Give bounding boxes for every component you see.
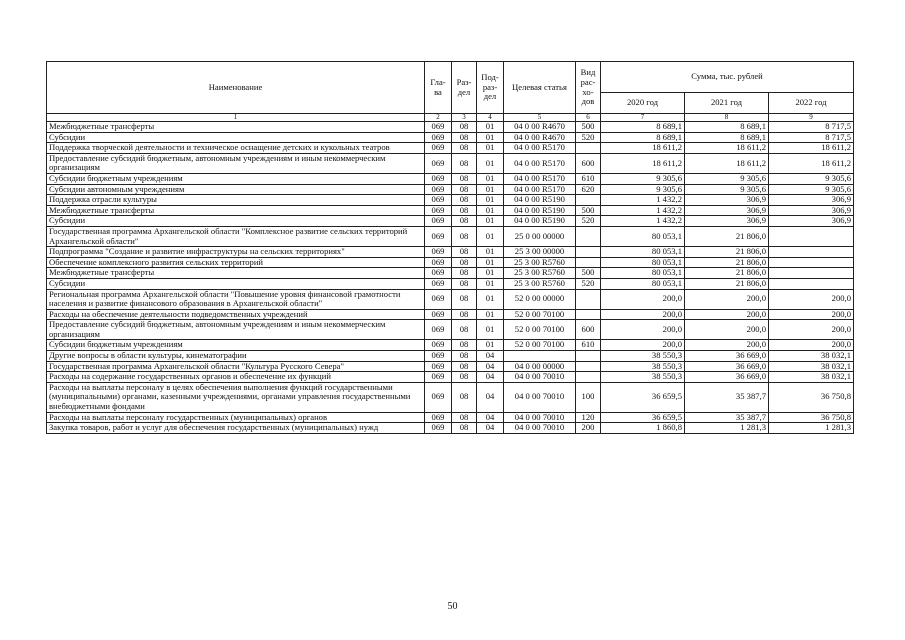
row-sum-2020: 200,0 bbox=[601, 289, 685, 309]
row-name: Поддержка творческой деятельности и техническое оснащение детских и кукольных театров bbox=[47, 143, 425, 154]
row-sum-2020: 8 689,1 bbox=[601, 122, 685, 133]
table-row bbox=[47, 412, 854, 423]
row-statya: 25 3 00 00000 bbox=[504, 247, 576, 258]
table-row bbox=[47, 216, 854, 227]
row-name: Субсидии бюджетным учреждениям bbox=[47, 340, 425, 351]
row-razdel: 08 bbox=[452, 340, 477, 351]
table-row bbox=[47, 184, 854, 195]
row-razdel: 08 bbox=[452, 153, 477, 173]
row-glava: 069 bbox=[425, 216, 452, 227]
row-podrazdel: 04 bbox=[477, 412, 504, 423]
row-name: Расходы на обеспечение деятельности подведомственных учреждений bbox=[47, 309, 425, 320]
row-sum-2021: 9 305,6 bbox=[685, 184, 769, 195]
table-row bbox=[47, 257, 854, 268]
budget-table bbox=[46, 61, 854, 434]
row-statya: 04 0 00 R5170 bbox=[504, 143, 576, 154]
row-sum-2022: 200,0 bbox=[769, 340, 854, 351]
row-vid bbox=[576, 195, 601, 206]
header-year-2020: 2020 год bbox=[601, 93, 685, 114]
row-sum-2022 bbox=[769, 268, 854, 279]
header-vid: Вид рас-хо-дов bbox=[576, 62, 601, 114]
row-sum-2020: 36 659,5 bbox=[601, 382, 685, 412]
row-vid bbox=[576, 289, 601, 309]
table-row bbox=[47, 382, 854, 412]
row-vid: 610 bbox=[576, 340, 601, 351]
row-name: Поддержка отрасли культуры bbox=[47, 195, 425, 206]
row-razdel: 08 bbox=[452, 423, 477, 434]
row-sum-2021: 306,9 bbox=[685, 205, 769, 216]
row-vid bbox=[576, 247, 601, 258]
row-razdel: 08 bbox=[452, 195, 477, 206]
row-podrazdel: 01 bbox=[477, 122, 504, 133]
row-sum-2020: 200,0 bbox=[601, 309, 685, 320]
row-razdel: 08 bbox=[452, 320, 477, 340]
row-glava: 069 bbox=[425, 320, 452, 340]
row-name: Межбюджетные трансферты bbox=[47, 205, 425, 216]
header-year-2021: 2021 год bbox=[685, 93, 769, 114]
row-glava: 069 bbox=[425, 423, 452, 434]
row-sum-2020: 80 053,1 bbox=[601, 278, 685, 289]
row-sum-2020: 80 053,1 bbox=[601, 268, 685, 279]
row-sum-2020: 18 611,2 bbox=[601, 143, 685, 154]
table-row bbox=[47, 351, 854, 362]
row-sum-2022: 18 611,2 bbox=[769, 143, 854, 154]
row-statya: 25 3 00 R5760 bbox=[504, 257, 576, 268]
row-name: Субсидии bbox=[47, 132, 425, 143]
table-row bbox=[47, 278, 854, 289]
row-sum-2022: 200,0 bbox=[769, 289, 854, 309]
row-sum-2021: 8 689,1 bbox=[685, 132, 769, 143]
row-razdel: 08 bbox=[452, 278, 477, 289]
row-sum-2020: 36 659,5 bbox=[601, 412, 685, 423]
row-sum-2021: 36 669,0 bbox=[685, 372, 769, 383]
row-podrazdel: 04 bbox=[477, 372, 504, 383]
row-sum-2020: 1 860,8 bbox=[601, 423, 685, 434]
row-name: Государственная программа Архангельской области "Культура Русского Севера" bbox=[47, 361, 425, 372]
row-podrazdel: 01 bbox=[477, 216, 504, 227]
row-sum-2020: 200,0 bbox=[601, 320, 685, 340]
row-glava: 069 bbox=[425, 382, 452, 412]
row-podrazdel: 01 bbox=[477, 309, 504, 320]
row-glava: 069 bbox=[425, 289, 452, 309]
row-razdel: 08 bbox=[452, 132, 477, 143]
column-number: 9 bbox=[769, 114, 854, 122]
row-vid: 520 bbox=[576, 132, 601, 143]
row-sum-2020: 1 432,2 bbox=[601, 195, 685, 206]
row-sum-2022: 306,9 bbox=[769, 205, 854, 216]
row-podrazdel: 01 bbox=[477, 278, 504, 289]
row-vid bbox=[576, 351, 601, 362]
row-statya: 04 0 00 R4670 bbox=[504, 122, 576, 133]
row-podrazdel: 01 bbox=[477, 320, 504, 340]
row-sum-2020: 38 550,3 bbox=[601, 351, 685, 362]
row-sum-2022: 38 032,1 bbox=[769, 372, 854, 383]
table-row bbox=[47, 361, 854, 372]
row-podrazdel: 01 bbox=[477, 173, 504, 184]
row-statya: 52 0 00 70100 bbox=[504, 340, 576, 351]
row-sum-2020: 8 689,1 bbox=[601, 132, 685, 143]
row-name: Субсидии bbox=[47, 216, 425, 227]
header-statya: Целевая статья bbox=[504, 62, 576, 114]
row-glava: 069 bbox=[425, 184, 452, 195]
row-razdel: 08 bbox=[452, 173, 477, 184]
row-sum-2021: 21 806,0 bbox=[685, 257, 769, 268]
row-sum-2022: 1 281,3 bbox=[769, 423, 854, 434]
row-statya: 04 0 00 R5170 bbox=[504, 184, 576, 195]
table-row bbox=[47, 132, 854, 143]
table-row bbox=[47, 289, 854, 309]
row-name: Расходы на выплаты персоналу в целях обеспечения выполнения функций государственными (муниципальными) органами, казенными учреждениями, органами управления государственными внебюджетными фондами bbox=[47, 382, 425, 412]
row-glava: 069 bbox=[425, 351, 452, 362]
row-vid: 120 bbox=[576, 412, 601, 423]
row-vid: 610 bbox=[576, 173, 601, 184]
row-podrazdel: 01 bbox=[477, 153, 504, 173]
table-row bbox=[47, 143, 854, 154]
row-razdel: 08 bbox=[452, 268, 477, 279]
header-year-2022: 2022 год bbox=[769, 93, 854, 114]
row-glava: 069 bbox=[425, 132, 452, 143]
row-sum-2020: 38 550,3 bbox=[601, 372, 685, 383]
table-row bbox=[47, 423, 854, 434]
row-vid bbox=[576, 309, 601, 320]
column-number: 5 bbox=[504, 114, 576, 122]
row-glava: 069 bbox=[425, 226, 452, 246]
row-vid: 500 bbox=[576, 122, 601, 133]
row-statya: 04 0 00 00000 bbox=[504, 361, 576, 372]
row-sum-2021: 306,9 bbox=[685, 216, 769, 227]
row-statya: 04 0 00 70010 bbox=[504, 412, 576, 423]
row-name: Расходы на выплаты персоналу государственных (муниципальных) органов bbox=[47, 412, 425, 423]
row-vid: 600 bbox=[576, 153, 601, 173]
row-glava: 069 bbox=[425, 412, 452, 423]
table-row bbox=[47, 195, 854, 206]
row-statya: 04 0 00 R4670 bbox=[504, 132, 576, 143]
row-sum-2021: 200,0 bbox=[685, 309, 769, 320]
row-razdel: 08 bbox=[452, 412, 477, 423]
row-sum-2022: 36 750,8 bbox=[769, 412, 854, 423]
row-sum-2021: 21 806,0 bbox=[685, 247, 769, 258]
row-name: Межбюджетные трансферты bbox=[47, 268, 425, 279]
row-statya: 04 0 00 R5190 bbox=[504, 195, 576, 206]
row-vid: 620 bbox=[576, 184, 601, 195]
row-podrazdel: 01 bbox=[477, 132, 504, 143]
row-razdel: 08 bbox=[452, 216, 477, 227]
table-row bbox=[47, 153, 854, 173]
column-number: 2 bbox=[425, 114, 452, 122]
row-name: Региональная программа Архангельской области "Повышение уровня финансовой грамотности населения и развитие финансового образования в Архангельской области" bbox=[47, 289, 425, 309]
row-sum-2020: 200,0 bbox=[601, 340, 685, 351]
row-glava: 069 bbox=[425, 247, 452, 258]
row-sum-2020: 1 432,2 bbox=[601, 216, 685, 227]
row-statya: 25 3 00 R5760 bbox=[504, 268, 576, 279]
row-sum-2022: 8 717,5 bbox=[769, 122, 854, 133]
column-number: 7 bbox=[601, 114, 685, 122]
row-sum-2020: 9 305,6 bbox=[601, 184, 685, 195]
row-vid: 200 bbox=[576, 423, 601, 434]
row-podrazdel: 01 bbox=[477, 195, 504, 206]
header-glava: Гла-ва bbox=[425, 62, 452, 114]
row-glava: 069 bbox=[425, 278, 452, 289]
row-glava: 069 bbox=[425, 153, 452, 173]
row-vid: 500 bbox=[576, 268, 601, 279]
row-sum-2022: 36 750,8 bbox=[769, 382, 854, 412]
row-sum-2021: 18 611,2 bbox=[685, 143, 769, 154]
row-statya bbox=[504, 351, 576, 362]
row-podrazdel: 01 bbox=[477, 205, 504, 216]
row-sum-2021: 200,0 bbox=[685, 289, 769, 309]
row-sum-2022: 200,0 bbox=[769, 320, 854, 340]
row-sum-2020: 80 053,1 bbox=[601, 257, 685, 268]
row-vid bbox=[576, 226, 601, 246]
row-statya: 04 0 00 70010 bbox=[504, 372, 576, 383]
row-vid: 520 bbox=[576, 216, 601, 227]
row-sum-2022: 38 032,1 bbox=[769, 361, 854, 372]
row-vid: 500 bbox=[576, 205, 601, 216]
row-sum-2021: 35 387,7 bbox=[685, 412, 769, 423]
row-statya: 04 0 00 R5190 bbox=[504, 205, 576, 216]
row-sum-2021: 9 305,6 bbox=[685, 173, 769, 184]
row-name: Расходы на содержание государственных органов и обеспечение их функций bbox=[47, 372, 425, 383]
column-number: 4 bbox=[477, 114, 504, 122]
row-name: Другие вопросы в области культуры, кинематографии bbox=[47, 351, 425, 362]
row-statya: 04 0 00 70010 bbox=[504, 382, 576, 412]
row-sum-2022: 38 032,1 bbox=[769, 351, 854, 362]
row-podrazdel: 01 bbox=[477, 268, 504, 279]
row-name: Подпрограмма "Создание и развитие инфраструктуры на сельских территориях" bbox=[47, 247, 425, 258]
row-sum-2022: 18 611,2 bbox=[769, 153, 854, 173]
header-name: Наименование bbox=[47, 62, 425, 114]
row-glava: 069 bbox=[425, 257, 452, 268]
row-name: Предоставление субсидий бюджетным, автономным учреждениям и иным некоммерческим организациям bbox=[47, 320, 425, 340]
row-podrazdel: 01 bbox=[477, 143, 504, 154]
row-sum-2022: 9 305,6 bbox=[769, 184, 854, 195]
row-name: Предоставление субсидий бюджетным, автономным учреждениям и иным некоммерческим организациям bbox=[47, 153, 425, 173]
row-razdel: 08 bbox=[452, 361, 477, 372]
row-sum-2020: 1 432,2 bbox=[601, 205, 685, 216]
row-razdel: 08 bbox=[452, 257, 477, 268]
row-razdel: 08 bbox=[452, 122, 477, 133]
row-sum-2022 bbox=[769, 247, 854, 258]
row-sum-2022 bbox=[769, 226, 854, 246]
row-podrazdel: 01 bbox=[477, 184, 504, 195]
table-row bbox=[47, 122, 854, 133]
row-sum-2021: 8 689,1 bbox=[685, 122, 769, 133]
row-glava: 069 bbox=[425, 340, 452, 351]
row-sum-2021: 200,0 bbox=[685, 320, 769, 340]
row-glava: 069 bbox=[425, 361, 452, 372]
row-razdel: 08 bbox=[452, 289, 477, 309]
row-name: Субсидии автономным учреждениям bbox=[47, 184, 425, 195]
row-glava: 069 bbox=[425, 195, 452, 206]
table-row bbox=[47, 268, 854, 279]
row-statya: 52 0 00 00000 bbox=[504, 289, 576, 309]
row-vid: 600 bbox=[576, 320, 601, 340]
table-row bbox=[47, 340, 854, 351]
row-sum-2022: 200,0 bbox=[769, 309, 854, 320]
table-row bbox=[47, 372, 854, 383]
header-razdel: Раз-дел bbox=[452, 62, 477, 114]
row-glava: 069 bbox=[425, 309, 452, 320]
column-number: 3 bbox=[452, 114, 477, 122]
column-number: 6 bbox=[576, 114, 601, 122]
row-razdel: 08 bbox=[452, 247, 477, 258]
row-sum-2021: 36 669,0 bbox=[685, 361, 769, 372]
row-podrazdel: 04 bbox=[477, 423, 504, 434]
header-podrazdel: Под-раз-дел bbox=[477, 62, 504, 114]
row-sum-2022 bbox=[769, 257, 854, 268]
row-glava: 069 bbox=[425, 143, 452, 154]
column-number-row bbox=[47, 114, 854, 122]
row-vid: 520 bbox=[576, 278, 601, 289]
row-statya: 25 0 00 00000 bbox=[504, 226, 576, 246]
row-razdel: 08 bbox=[452, 351, 477, 362]
row-sum-2021: 21 806,0 bbox=[685, 226, 769, 246]
row-name: Субсидии bbox=[47, 278, 425, 289]
row-sum-2022: 306,9 bbox=[769, 195, 854, 206]
table-row bbox=[47, 226, 854, 246]
row-name: Государственная программа Архангельской области "Комплексное развитие сельских территорий Архангельской области" bbox=[47, 226, 425, 246]
row-sum-2021: 200,0 bbox=[685, 340, 769, 351]
row-podrazdel: 04 bbox=[477, 382, 504, 412]
row-statya: 04 0 00 R5170 bbox=[504, 173, 576, 184]
row-name: Закупка товаров, работ и услуг для обеспечения государственных (муниципальных) нужд bbox=[47, 423, 425, 434]
row-name: Обеспечение комплексного развития сельских территорий bbox=[47, 257, 425, 268]
row-razdel: 08 bbox=[452, 226, 477, 246]
row-statya: 52 0 00 70100 bbox=[504, 320, 576, 340]
table-row bbox=[47, 173, 854, 184]
row-vid bbox=[576, 361, 601, 372]
page-number: 50 bbox=[447, 601, 458, 612]
row-glava: 069 bbox=[425, 173, 452, 184]
row-podrazdel: 01 bbox=[477, 247, 504, 258]
row-razdel: 08 bbox=[452, 205, 477, 216]
row-podrazdel: 04 bbox=[477, 351, 504, 362]
row-razdel: 08 bbox=[452, 309, 477, 320]
row-name: Межбюджетные трансферты bbox=[47, 122, 425, 133]
row-statya: 52 0 00 70100 bbox=[504, 309, 576, 320]
row-sum-2021: 18 611,2 bbox=[685, 153, 769, 173]
row-sum-2022: 8 717,5 bbox=[769, 132, 854, 143]
row-sum-2021: 21 806,0 bbox=[685, 268, 769, 279]
row-glava: 069 bbox=[425, 372, 452, 383]
row-sum-2020: 38 550,3 bbox=[601, 361, 685, 372]
row-razdel: 08 bbox=[452, 372, 477, 383]
row-podrazdel: 01 bbox=[477, 226, 504, 246]
row-sum-2020: 9 305,6 bbox=[601, 173, 685, 184]
row-sum-2021: 36 669,0 bbox=[685, 351, 769, 362]
row-vid: 100 bbox=[576, 382, 601, 412]
row-podrazdel: 01 bbox=[477, 289, 504, 309]
row-sum-2021: 35 387,7 bbox=[685, 382, 769, 412]
row-statya: 04 0 00 70010 bbox=[504, 423, 576, 434]
column-number: 8 bbox=[685, 114, 769, 122]
row-podrazdel: 04 bbox=[477, 361, 504, 372]
row-podrazdel: 01 bbox=[477, 340, 504, 351]
row-podrazdel: 01 bbox=[477, 257, 504, 268]
column-number: 1 bbox=[47, 114, 425, 122]
row-glava: 069 bbox=[425, 122, 452, 133]
row-sum-2020: 80 053,1 bbox=[601, 226, 685, 246]
row-sum-2021: 306,9 bbox=[685, 195, 769, 206]
row-statya: 04 0 00 R5190 bbox=[504, 216, 576, 227]
row-sum-2022 bbox=[769, 278, 854, 289]
row-sum-2022: 9 305,6 bbox=[769, 173, 854, 184]
row-name: Субсидии бюджетным учреждениям bbox=[47, 173, 425, 184]
table-row bbox=[47, 247, 854, 258]
table-row bbox=[47, 205, 854, 216]
row-vid bbox=[576, 143, 601, 154]
row-glava: 069 bbox=[425, 268, 452, 279]
row-sum-2022: 306,9 bbox=[769, 216, 854, 227]
row-vid bbox=[576, 257, 601, 268]
row-statya: 25 3 00 R5760 bbox=[504, 278, 576, 289]
row-sum-2021: 1 281,3 bbox=[685, 423, 769, 434]
row-sum-2021: 21 806,0 bbox=[685, 278, 769, 289]
row-razdel: 08 bbox=[452, 382, 477, 412]
row-razdel: 08 bbox=[452, 184, 477, 195]
row-vid bbox=[576, 372, 601, 383]
row-sum-2020: 80 053,1 bbox=[601, 247, 685, 258]
table-row bbox=[47, 309, 854, 320]
table-row bbox=[47, 320, 854, 340]
row-sum-2020: 18 611,2 bbox=[601, 153, 685, 173]
row-statya: 04 0 00 R5170 bbox=[504, 153, 576, 173]
row-glava: 069 bbox=[425, 205, 452, 216]
header-summa: Сумма, тыс. рублей bbox=[601, 62, 854, 93]
row-razdel: 08 bbox=[452, 143, 477, 154]
